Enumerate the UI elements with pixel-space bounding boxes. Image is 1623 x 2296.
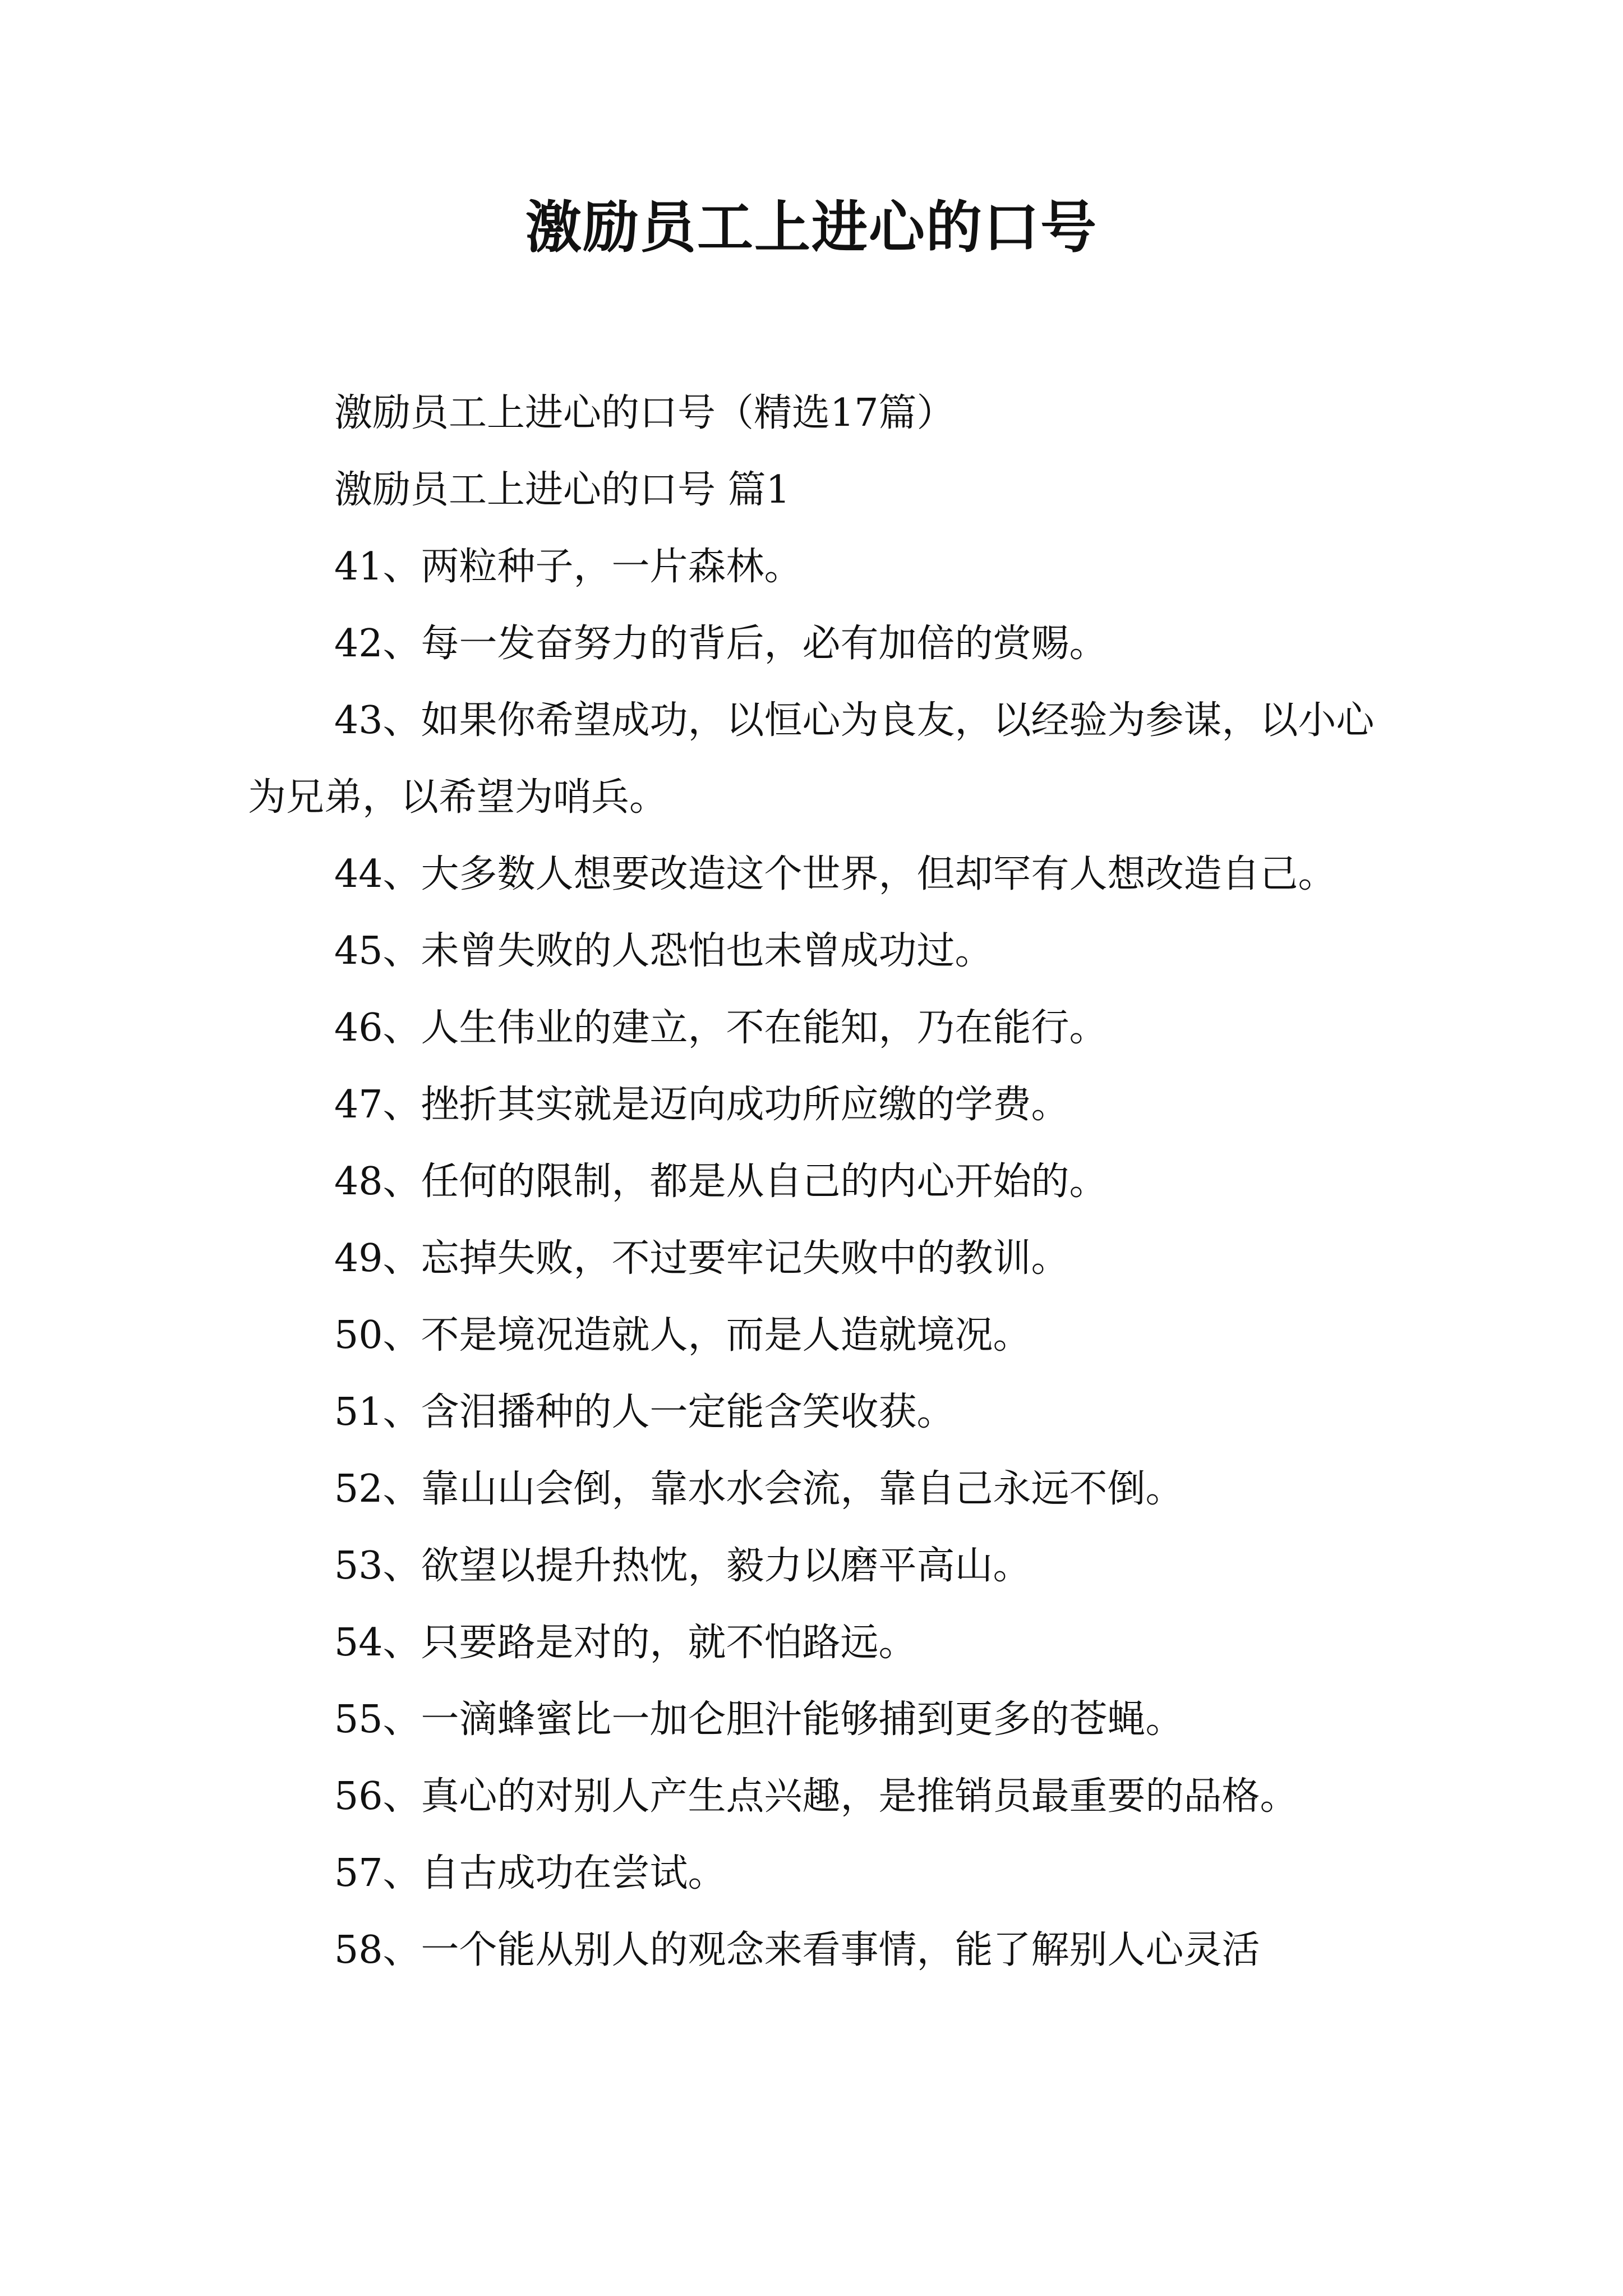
paragraph-item: 55、一滴蜂蜜比一加仑胆汁能够捕到更多的苍蝇。: [334, 1697, 1184, 1742]
paragraph-item: 42、每一发奋努力的背后，必有加倍的赏赐。: [334, 622, 1108, 666]
paragraph-item: 49、忘掉失败，不过要牢记失败中的教训。: [334, 1236, 1069, 1281]
paragraph-item: 51、含泪播种的人一定能含笑收获。: [334, 1390, 955, 1434]
paragraph-item: 50、不是境况造就人，而是人造就境况。: [334, 1313, 1031, 1358]
document-title: 激励员工上进心的口号: [525, 194, 1098, 260]
paragraph-item: 47、挫折其实就是迈向成功所应缴的学费。: [334, 1083, 1069, 1127]
paragraph-item: 48、任何的限制，都是从自己的内心开始的。: [334, 1159, 1108, 1204]
paragraph-item: 41、两粒种子，一片森林。: [334, 545, 803, 589]
paragraph-item: 43、如果你希望成功，以恒心为良友，以经验为参谋，以小心为兄弟，以希望为哨兵。: [248, 698, 1375, 820]
paragraph-item: 58、一个能从别人的观念来看事情，能了解别人心灵活: [334, 1928, 1260, 1972]
paragraph-item: 56、真心的对别人产生点兴趣，是推销员最重要的品格。: [334, 1774, 1298, 1819]
paragraph-item: 57、自古成功在尝试。: [334, 1851, 726, 1895]
paragraph-item: 52、靠山山会倒，靠水水会流，靠自己永远不倒。: [334, 1467, 1184, 1511]
paragraph-item: 46、人生伟业的建立，不在能知，乃在能行。: [334, 1006, 1108, 1050]
paragraph-section-heading: 激励员工上进心的口号 篇1: [334, 468, 790, 512]
paragraph-item: 44、大多数人想要改造这个世界，但却罕有人想改造自己。: [334, 852, 1336, 896]
paragraph-subtitle: 激励员工上进心的口号（精选17篇）: [334, 391, 955, 435]
paragraph-item: 53、欲望以提升热忱，毅力以磨平高山。: [334, 1544, 1031, 1588]
document-body: [248, 375, 1386, 1989]
paragraph-item: 54、只要路是对的，就不怕路远。: [334, 1621, 917, 1665]
paragraph-item: 45、未曾失败的人恐怕也未曾成功过。: [334, 929, 993, 973]
